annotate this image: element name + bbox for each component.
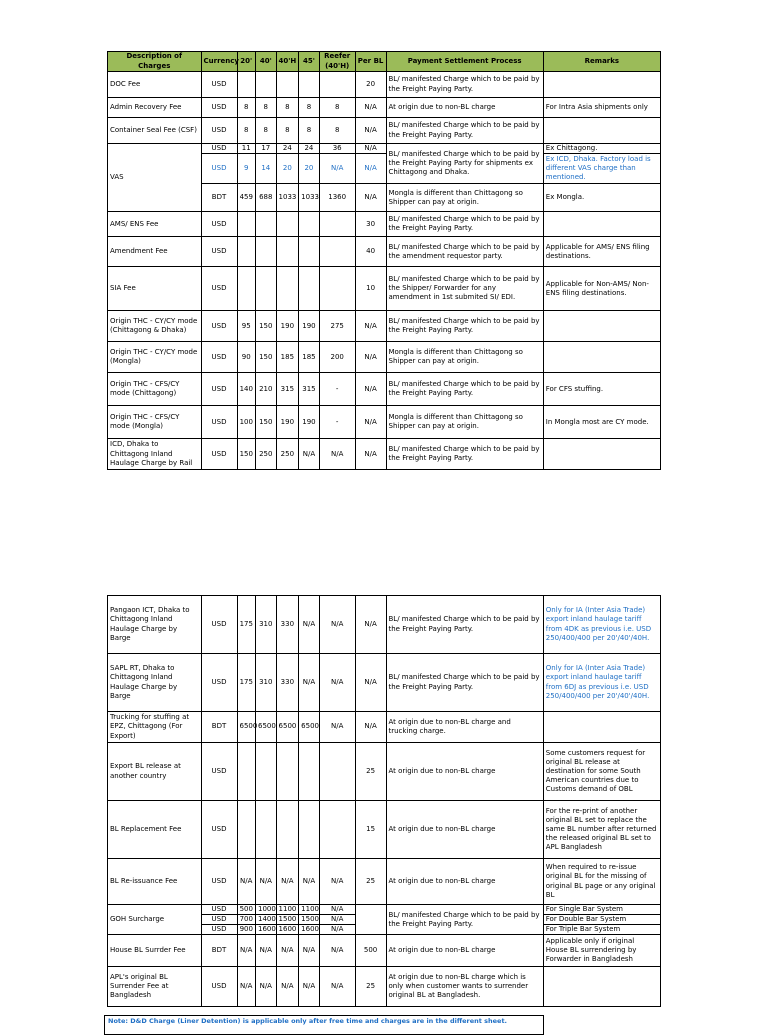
table-cell: 1500	[299, 915, 320, 925]
table-cell: 24	[299, 144, 320, 154]
table-cell: 150	[256, 311, 277, 342]
table-cell: N/A	[237, 859, 256, 905]
charge-description: SIA Fee	[108, 267, 202, 311]
table-cell: 500	[237, 905, 256, 915]
remarks-cell: For CFS stuffing.	[543, 373, 660, 406]
table-cell: 8	[299, 118, 320, 144]
table-row	[108, 712, 661, 743]
charge-description: APL's original BL Surrender Fee at Bangladesh	[108, 967, 202, 1007]
table-cell: BDT	[201, 184, 237, 212]
table-row	[108, 342, 661, 373]
table-cell	[299, 212, 320, 237]
table-cell: N/A	[355, 311, 386, 342]
table-cell	[237, 237, 256, 267]
table-cell: N/A	[319, 596, 355, 654]
charge-description: Trucking for stuffing at EPZ, Chittagong (For Export)	[108, 712, 202, 743]
remarks-cell: Applicable only if original House BL surrendering by Forwarder in Bangladesh	[543, 935, 660, 967]
table-cell: 20	[276, 154, 299, 184]
payment-process-cell: At origin due to non-BL charge and trucking charge.	[386, 712, 543, 743]
table-cell: N/A	[355, 184, 386, 212]
charge-description: VAS	[108, 144, 202, 212]
payment-process-cell: BL/ manifested Charge which to be paid by the Freight Paying Party for shipments ex Chittagong and Dhaka.	[386, 144, 543, 184]
table-cell: USD	[201, 915, 237, 925]
charge-description: Origin THC - CFS/CY mode (Chittagong)	[108, 373, 202, 406]
table-cell	[355, 905, 386, 935]
table-cell: 10	[355, 267, 386, 311]
table-row	[108, 406, 661, 439]
table-cell: N/A	[355, 439, 386, 470]
table-cell: N/A	[256, 935, 277, 967]
remarks-cell	[543, 118, 660, 144]
charge-description: House BL Surrder Fee	[108, 935, 202, 967]
table-cell: USD	[201, 154, 237, 184]
table-cell	[256, 237, 277, 267]
table-cell: 1000	[256, 905, 277, 915]
payment-process-cell: BL/ manifested Charge which to be paid by the Freight Paying Party.	[386, 905, 543, 935]
remarks-cell: Only for IA (Inter Asia Trade) export inland haulage tariff from 6DJ as previous i.e. USD 250/400/400 per 20'/40'/40H.	[543, 654, 660, 712]
table-cell: 1500	[276, 915, 299, 925]
table-cell: USD	[201, 925, 237, 935]
table-cell: 700	[237, 915, 256, 925]
table-cell: 459	[237, 184, 256, 212]
table-cell: 11	[237, 144, 256, 154]
remarks-cell: In Mongla most are CY mode.	[543, 406, 660, 439]
table-cell: 200	[319, 342, 355, 373]
table-cell: 1600	[256, 925, 277, 935]
table-cell	[319, 237, 355, 267]
table-cell	[299, 267, 320, 311]
charge-description: ICD, Dhaka to Chittagong Inland Haulage Charge by Rail	[108, 439, 202, 470]
remarks-cell: Applicable for Non-AMS/ Non-ENS filing destinations.	[543, 267, 660, 311]
table-cell: 175	[237, 596, 256, 654]
table-cell: 20	[299, 154, 320, 184]
footnote: Note: D&D Charge (Liner Detention) is applicable only after free time and charges are in the different sheet.	[104, 1015, 544, 1035]
table-row	[108, 237, 661, 267]
charge-description: Admin Recovery Fee	[108, 98, 202, 118]
remarks-cell	[543, 342, 660, 373]
col-header: 20'	[237, 52, 256, 72]
remarks-cell: Ex ICD, Dhaka. Factory load is different VAS charge than mentioned.	[543, 154, 660, 184]
table-cell	[276, 743, 299, 801]
table-cell: 30	[355, 212, 386, 237]
table-cell: N/A	[355, 342, 386, 373]
table-cell: N/A	[319, 712, 355, 743]
table-cell: 330	[276, 654, 299, 712]
table-cell: 8	[237, 98, 256, 118]
remarks-cell: When required to re-issue original BL for the missing of original BL page or any original BL	[543, 859, 660, 905]
table-cell: USD	[201, 267, 237, 311]
remarks-cell: Applicable for AMS/ ENS filing destinations.	[543, 237, 660, 267]
table-cell	[319, 72, 355, 98]
remarks-cell: Ex Chittagong.	[543, 144, 660, 154]
table-cell: N/A	[299, 967, 320, 1007]
table-row	[108, 967, 661, 1007]
table-cell	[276, 237, 299, 267]
table-row	[108, 743, 661, 801]
table-cell: USD	[201, 859, 237, 905]
table-row	[108, 98, 661, 118]
table-cell: 6500	[237, 712, 256, 743]
charge-description: DOC Fee	[108, 72, 202, 98]
payment-process-cell: BL/ manifested Charge which to be paid by the Shipper/ Forwarder for any amendment in 1st submited SI/ EDI.	[386, 267, 543, 311]
table-cell: 190	[276, 406, 299, 439]
payment-process-cell: BL/ manifested Charge which to be paid by the Freight Paying Party.	[386, 654, 543, 712]
table-cell	[299, 237, 320, 267]
payment-process-cell: At origin due to non-BL charge	[386, 98, 543, 118]
table-cell: N/A	[319, 654, 355, 712]
table-cell: 150	[237, 439, 256, 470]
table-row	[108, 596, 661, 654]
remarks-cell	[543, 712, 660, 743]
table-cell: N/A	[355, 154, 386, 184]
table-cell: 1600	[276, 925, 299, 935]
table-cell	[319, 267, 355, 311]
table-cell: 1360	[319, 184, 355, 212]
table-cell: USD	[201, 596, 237, 654]
table-cell: USD	[201, 654, 237, 712]
table-cell: 8	[319, 118, 355, 144]
remarks-cell: For the re-print of another original BL set to replace the same BL number after returned the released original BL set to APL Bangladesh	[543, 801, 660, 859]
table-cell	[256, 212, 277, 237]
charge-description: Container Seal Fee (CSF)	[108, 118, 202, 144]
col-header: Per BL	[355, 52, 386, 72]
table-cell: N/A	[299, 859, 320, 905]
table-cell: USD	[201, 144, 237, 154]
table-cell: N/A	[319, 154, 355, 184]
table-cell: N/A	[276, 859, 299, 905]
remarks-cell: For Double Bar System	[543, 915, 660, 925]
table-cell: 900	[237, 925, 256, 935]
table-cell: N/A	[355, 406, 386, 439]
header-row	[108, 52, 661, 72]
table-cell: 9	[237, 154, 256, 184]
payment-process-cell: BL/ manifested Charge which to be paid by the Freight Paying Party.	[386, 212, 543, 237]
table-cell: BDT	[201, 712, 237, 743]
table-cell: 8	[276, 98, 299, 118]
table-cell: N/A	[256, 967, 277, 1007]
table-cell: 210	[256, 373, 277, 406]
table-cell: 190	[276, 311, 299, 342]
table-cell: 8	[256, 118, 277, 144]
charge-description: SAPL RT, Dhaka to Chittagong Inland Haulage Charge by Barge	[108, 654, 202, 712]
table-row	[108, 801, 661, 859]
table-cell: USD	[201, 905, 237, 915]
table-cell: N/A	[355, 144, 386, 154]
table-cell	[299, 801, 320, 859]
payment-process-cell: BL/ manifested Charge which to be paid by the Freight Paying Party.	[386, 118, 543, 144]
table-cell: USD	[201, 72, 237, 98]
table-cell: USD	[201, 406, 237, 439]
col-header: Description of Charges	[108, 52, 202, 72]
table-cell: N/A	[355, 373, 386, 406]
table-row	[108, 311, 661, 342]
table-cell: 17	[256, 144, 277, 154]
table-cell: N/A	[237, 935, 256, 967]
payment-process-cell: BL/ manifested Charge which to be paid by the Freight Paying Party.	[386, 596, 543, 654]
table-cell: 8	[256, 98, 277, 118]
table-cell: 8	[319, 98, 355, 118]
table-cell: USD	[201, 311, 237, 342]
remarks-cell: For Intra Asia shipments only	[543, 98, 660, 118]
table-cell: 500	[355, 935, 386, 967]
table-row	[108, 118, 661, 144]
table-cell	[319, 743, 355, 801]
col-header: Reefer (40'H)	[319, 52, 355, 72]
charge-description: Origin THC - CY/CY mode (Mongla)	[108, 342, 202, 373]
table-cell: 315	[276, 373, 299, 406]
table-cell	[276, 72, 299, 98]
remarks-cell: For Single Bar System	[543, 905, 660, 915]
table-cell	[237, 267, 256, 311]
table-cell: 95	[237, 311, 256, 342]
table-cell: 275	[319, 311, 355, 342]
col-header: Remarks	[543, 52, 660, 72]
table-cell: N/A	[319, 915, 355, 925]
table-row	[108, 212, 661, 237]
table-cell: USD	[201, 212, 237, 237]
table-cell: N/A	[355, 712, 386, 743]
table-row	[108, 72, 661, 98]
table-cell: 8	[276, 118, 299, 144]
table-cell: 310	[256, 654, 277, 712]
table-cell: -	[319, 373, 355, 406]
table-cell: 1033	[276, 184, 299, 212]
table-row	[108, 905, 661, 915]
payment-process-cell: At origin due to non-BL charge which is only when customer wants to surrender original BL at Bangladesh.	[386, 967, 543, 1007]
charge-description: Export BL release at another country	[108, 743, 202, 801]
table-cell: 1100	[276, 905, 299, 915]
charge-description: AMS/ ENS Fee	[108, 212, 202, 237]
table-cell: N/A	[355, 118, 386, 144]
table-cell: 310	[256, 596, 277, 654]
table-cell	[276, 267, 299, 311]
payment-process-cell: At origin due to non-BL charge	[386, 859, 543, 905]
charges-table-bottom	[107, 595, 661, 1007]
payment-process-cell: BL/ manifested Charge which to be paid by the Freight Paying Party.	[386, 311, 543, 342]
table-cell: -	[319, 406, 355, 439]
payment-process-cell: At origin due to non-BL charge	[386, 935, 543, 967]
table-cell: USD	[201, 237, 237, 267]
table-cell: 150	[256, 342, 277, 373]
table-cell: 25	[355, 859, 386, 905]
payment-process-cell: BL/ manifested Charge which to be paid by the Freight Paying Party.	[386, 373, 543, 406]
table-cell	[256, 72, 277, 98]
charge-description: GOH Surcharge	[108, 905, 202, 935]
table-cell	[319, 801, 355, 859]
table-cell: N/A	[299, 439, 320, 470]
charge-description: BL Replacement Fee	[108, 801, 202, 859]
table-cell: 190	[299, 311, 320, 342]
col-header: 45'	[299, 52, 320, 72]
table-cell: 140	[237, 373, 256, 406]
table-row	[108, 935, 661, 967]
table-cell: 1600	[299, 925, 320, 935]
table-cell: N/A	[319, 905, 355, 915]
table-cell	[237, 801, 256, 859]
table-cell: 24	[276, 144, 299, 154]
table-cell: 185	[299, 342, 320, 373]
table-cell: N/A	[276, 967, 299, 1007]
table-cell: 14	[256, 154, 277, 184]
charge-description: Amendment Fee	[108, 237, 202, 267]
remarks-cell: For Triple Bar System	[543, 925, 660, 935]
payment-process-cell: At origin due to non-BL charge	[386, 801, 543, 859]
table-cell: N/A	[299, 654, 320, 712]
table-cell: 25	[355, 967, 386, 1007]
table-row	[108, 267, 661, 311]
remarks-cell	[543, 439, 660, 470]
table-cell: 1400	[256, 915, 277, 925]
table-cell: 6500	[299, 712, 320, 743]
table-cell: 250	[256, 439, 277, 470]
table-cell: USD	[201, 801, 237, 859]
remarks-cell	[543, 72, 660, 98]
payment-process-cell: BL/ manifested Charge which to be paid by the amendment requestor party.	[386, 237, 543, 267]
table-cell: 90	[237, 342, 256, 373]
table-cell	[237, 72, 256, 98]
table-cell: 20	[355, 72, 386, 98]
remarks-cell	[543, 967, 660, 1007]
table-cell: N/A	[319, 859, 355, 905]
table-cell: 315	[299, 373, 320, 406]
payment-process-cell: Mongla is different than Chittagong so Shipper can pay at origin.	[386, 184, 543, 212]
table-cell	[256, 267, 277, 311]
table-cell: 1100	[299, 905, 320, 915]
table-cell	[237, 212, 256, 237]
table-cell: USD	[201, 118, 237, 144]
table-cell	[299, 743, 320, 801]
table-cell: 6500	[256, 712, 277, 743]
col-header: Payment Settlement Process	[386, 52, 543, 72]
table-cell: 688	[256, 184, 277, 212]
table-cell: 36	[319, 144, 355, 154]
table-cell: USD	[201, 98, 237, 118]
table-row	[108, 144, 661, 154]
payment-process-cell: BL/ manifested Charge which to be paid by the Freight Paying Party.	[386, 72, 543, 98]
table-cell	[256, 801, 277, 859]
table-cell: N/A	[276, 935, 299, 967]
table-row	[108, 439, 661, 470]
table-cell: 250	[276, 439, 299, 470]
table-cell: 15	[355, 801, 386, 859]
table-cell: N/A	[319, 935, 355, 967]
table-cell: 185	[276, 342, 299, 373]
table-cell: N/A	[256, 859, 277, 905]
table-cell: N/A	[355, 98, 386, 118]
payment-process-cell: At origin due to non-BL charge	[386, 743, 543, 801]
table-cell: 330	[276, 596, 299, 654]
payment-process-cell: Mongla is different than Chittagong so Shipper can pay at origin.	[386, 342, 543, 373]
table-cell	[237, 743, 256, 801]
remarks-cell: Ex Mongla.	[543, 184, 660, 212]
table-cell	[319, 212, 355, 237]
table-cell: 175	[237, 654, 256, 712]
table-cell: N/A	[355, 596, 386, 654]
table-cell: 25	[355, 743, 386, 801]
table-cell: 1033	[299, 184, 320, 212]
table-cell: USD	[201, 439, 237, 470]
table-cell: BDT	[201, 935, 237, 967]
remarks-cell	[543, 212, 660, 237]
table-cell: USD	[201, 373, 237, 406]
table-cell: USD	[201, 967, 237, 1007]
table-cell: 190	[299, 406, 320, 439]
table-cell: 100	[237, 406, 256, 439]
table-row	[108, 373, 661, 406]
table-row	[108, 859, 661, 905]
remarks-cell: Some customers request for original BL release at destination for some South American countries due to Customs demand of OBL	[543, 743, 660, 801]
table-cell	[256, 743, 277, 801]
charge-description: BL Re-issuance Fee	[108, 859, 202, 905]
table-cell	[276, 212, 299, 237]
table-cell: N/A	[237, 967, 256, 1007]
col-header: Currency	[201, 52, 237, 72]
table-cell: N/A	[299, 935, 320, 967]
col-header: 40'	[256, 52, 277, 72]
table-cell	[276, 801, 299, 859]
table-cell: N/A	[355, 654, 386, 712]
table-cell: 6500	[276, 712, 299, 743]
charges-table-top	[107, 51, 661, 470]
table-cell: N/A	[319, 925, 355, 935]
table-cell: N/A	[299, 596, 320, 654]
remarks-cell: Only for IA (Inter Asia Trade) export inland haulage tariff from 4DK as previous i.e. USD 250/400/400 per 20'/40'/40H.	[543, 596, 660, 654]
table-cell: 8	[237, 118, 256, 144]
table-cell: N/A	[319, 967, 355, 1007]
table-cell: N/A	[319, 439, 355, 470]
table-cell: USD	[201, 743, 237, 801]
col-header: 40'H	[276, 52, 299, 72]
charge-description: Pangaon ICT, Dhaka to Chittagong Inland Haulage Charge by Barge	[108, 596, 202, 654]
payment-process-cell: Mongla is different than Chittagong so Shipper can pay at origin.	[386, 406, 543, 439]
table-cell: 8	[299, 98, 320, 118]
remarks-cell	[543, 311, 660, 342]
table-cell: 40	[355, 237, 386, 267]
table-cell	[299, 72, 320, 98]
charge-description: Origin THC - CFS/CY mode (Mongla)	[108, 406, 202, 439]
table-cell: USD	[201, 342, 237, 373]
table-row	[108, 654, 661, 712]
payment-process-cell: BL/ manifested Charge which to be paid by the Freight Paying Party.	[386, 439, 543, 470]
table-cell: 150	[256, 406, 277, 439]
charge-description: Origin THC - CY/CY mode (Chittagong & Dhaka)	[108, 311, 202, 342]
